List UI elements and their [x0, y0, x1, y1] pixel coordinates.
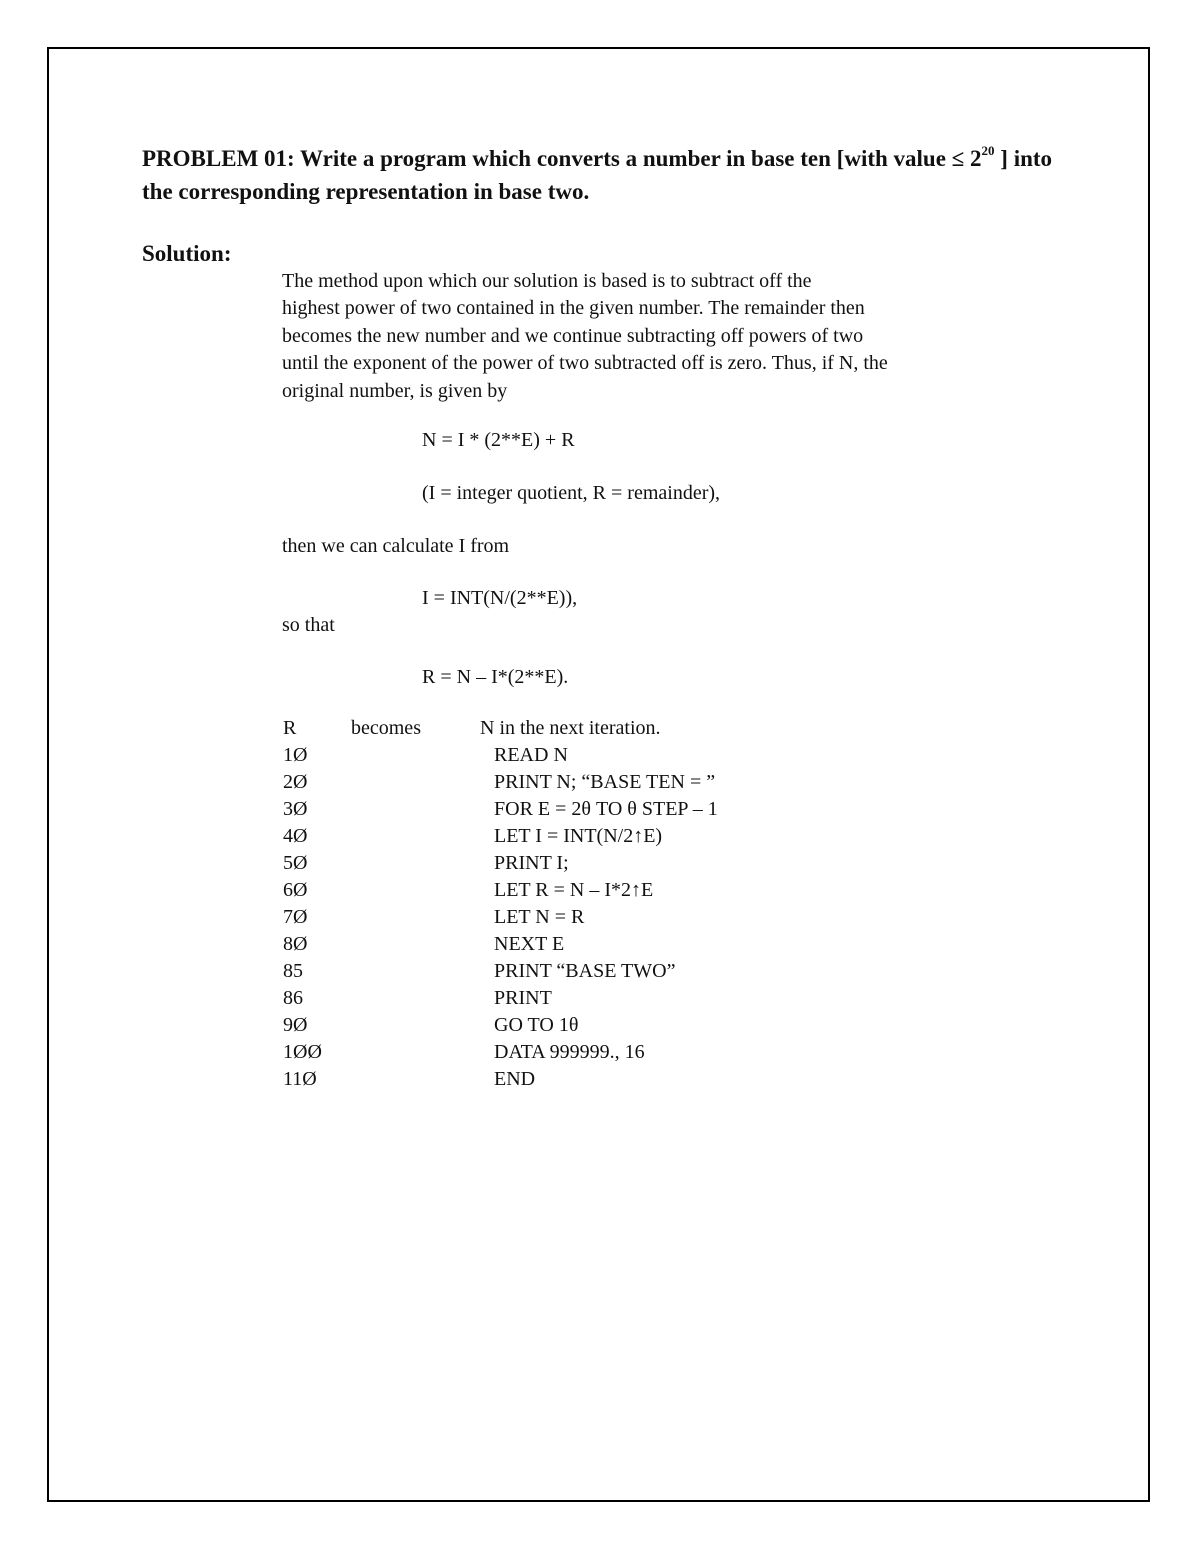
program-statement: FOR E = 2θ TO θ STEP – 1: [494, 798, 718, 820]
program-statement: PRINT “BASE TWO”: [494, 960, 676, 982]
intro-paragraph: [282, 268, 1022, 405]
program-line-number: 1ØØ: [283, 1041, 322, 1063]
program-statement: LET N = R: [494, 906, 585, 928]
becomes-word: becomes: [351, 717, 421, 739]
intro-line: becomes the new number and we continue subtracting off powers of two: [282, 324, 864, 347]
program-line-number: 6Ø: [283, 879, 308, 901]
intro-line: until the exponent of the power of two subtracted off is zero. Thus, if N, the: [282, 352, 888, 375]
then-text: then we can calculate I from: [282, 535, 510, 557]
program-line-number: 1Ø: [283, 744, 308, 766]
program-statement: DATA 999999., 16: [494, 1041, 645, 1063]
intro-line: The method upon which our solution is based is to subtract off the: [282, 270, 812, 292]
becomes-r: R: [283, 717, 297, 739]
program-statement: NEXT E: [494, 933, 565, 955]
intro-line: original number, is given by: [282, 379, 508, 402]
program-statement: PRINT I;: [494, 852, 569, 874]
problem-title-part2: ] into the corresponding representation in base two.: [142, 146, 1053, 204]
so-that-text: so that: [282, 614, 335, 636]
program-line-number: 85: [283, 960, 303, 982]
program-statement: PRINT N; “BASE TEN = ”: [494, 771, 716, 793]
program-line-number: 2Ø: [283, 771, 308, 793]
program-statement: END: [494, 1068, 536, 1090]
program-line-number: 8Ø: [283, 933, 308, 955]
program-line-number: 9Ø: [283, 1014, 308, 1036]
program-statement: GO TO 1θ: [494, 1014, 579, 1036]
program-statement: PRINT: [494, 987, 552, 1009]
program-line-number: 11Ø: [283, 1068, 317, 1090]
equation-i: I = INT(N/(2**E)),: [422, 587, 578, 609]
problem-title-exponent: 20: [981, 143, 995, 159]
program-line-number: 86: [283, 987, 303, 1009]
program-statement: LET I = INT(N/2↑E): [494, 825, 663, 847]
solution-label: Solution:: [142, 241, 232, 266]
program-statement: READ N: [494, 744, 568, 766]
program-statement: LET R = N – I*2↑E: [494, 879, 654, 901]
equation-n: N = I * (2**E) + R: [422, 429, 575, 451]
program-line-number: 3Ø: [283, 798, 308, 820]
program-line-number: 4Ø: [283, 825, 308, 847]
intro-line: highest power of two contained in the given number. The remainder then: [282, 297, 865, 320]
problem-title-part1: PROBLEM 01: Write a program which converts a number in base ten [with value ≤ 2: [142, 146, 982, 171]
problem-title: [142, 142, 1062, 208]
becomes-n-text: N in the next iteration.: [480, 717, 661, 739]
program-line-number: 5Ø: [283, 852, 308, 874]
program-line-number: 7Ø: [283, 906, 308, 928]
equation-definitions: (I = integer quotient, R = remainder),: [422, 482, 721, 504]
equation-r: R = N – I*(2**E).: [422, 666, 569, 688]
